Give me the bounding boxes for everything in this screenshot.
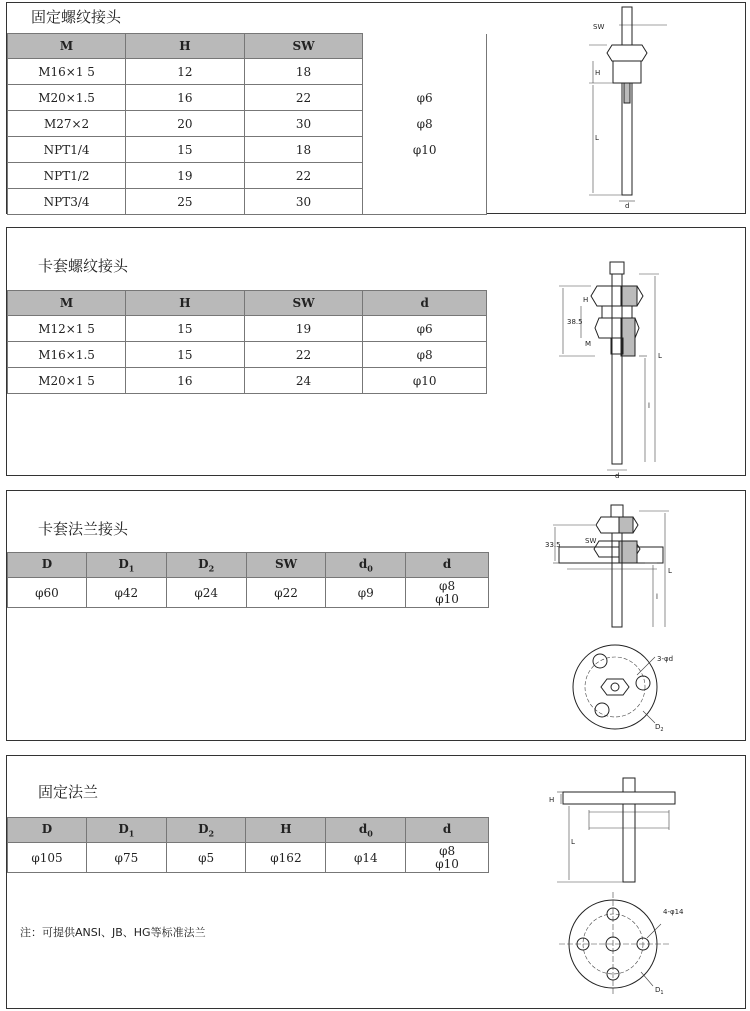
cell: φ162 [246, 843, 326, 873]
dim-label: 38.5 [567, 318, 583, 326]
cell: 18 [244, 137, 363, 163]
cell: φ24 [166, 578, 246, 608]
section-ferrule-flange [6, 490, 746, 741]
table-row [8, 843, 489, 873]
cell: M12×1 5 [8, 316, 126, 342]
col-header: $D_2$ [166, 553, 246, 578]
holes-label: 4-φ14 [663, 908, 684, 916]
cell: 15 [126, 137, 245, 163]
cell: 15 [126, 316, 245, 342]
m-label: M [585, 340, 592, 348]
cell: φ8 [363, 342, 487, 368]
col-header: $d_0$ [326, 553, 406, 578]
cell: φ60 [8, 578, 87, 608]
spec-table [7, 33, 487, 215]
cell: 22 [244, 163, 363, 189]
big-l-label: L [658, 352, 662, 360]
d-value: φ10 [435, 591, 459, 606]
section-title: 固定螺纹接头 [31, 8, 122, 26]
d-label: d [625, 202, 630, 210]
h-label: H [595, 69, 601, 77]
l-label: L [595, 134, 599, 142]
section-fixed-flange [6, 755, 746, 1009]
ferrule-thread-diagram [547, 258, 677, 488]
h-label: H [549, 796, 555, 804]
cell: 16 [126, 368, 245, 394]
cell: φ5 [166, 843, 246, 873]
col-header: M [8, 34, 126, 59]
cell: φ75 [86, 843, 166, 873]
col-header: d [363, 291, 487, 316]
cell: φ9 [326, 578, 406, 608]
col-header: SW [244, 291, 363, 316]
col-header: H [246, 818, 326, 843]
cell: φ10 [363, 368, 487, 394]
cell: M16×1 5 [8, 59, 126, 85]
section-ferrule-thread [6, 227, 746, 480]
d-value: φ8 [439, 578, 456, 593]
col-header: SW [244, 34, 363, 59]
cell [406, 843, 489, 873]
col-header: $D_1$ [86, 818, 166, 843]
cell: NPT3/4 [8, 189, 126, 215]
d-value: φ10 [435, 856, 459, 871]
fixed-thread-diagram [567, 5, 687, 210]
cell: 19 [126, 163, 245, 189]
table-row [8, 368, 487, 394]
d-label: d [615, 472, 620, 480]
cell: 15 [126, 342, 245, 368]
table-row [8, 316, 487, 342]
cell: M27×2 [8, 111, 126, 137]
sw-label: SW [593, 23, 605, 31]
col-header: H [126, 291, 245, 316]
table-row [8, 578, 489, 608]
section-title: 卡套螺纹接头 [38, 257, 129, 275]
col-header: d [406, 818, 489, 843]
section-title: 固定法兰 [38, 783, 99, 801]
cell: 19 [244, 316, 363, 342]
spec-table [7, 290, 487, 394]
section-fixed-thread [6, 2, 746, 214]
cell: φ22 [246, 578, 326, 608]
section-title: 卡套法兰接头 [38, 520, 129, 538]
cell: 18 [244, 59, 363, 85]
cell: 22 [244, 85, 363, 111]
cell: 12 [126, 59, 245, 85]
dim-label: 33.5 [545, 541, 561, 549]
cell: 22 [244, 342, 363, 368]
cell: 30 [244, 189, 363, 215]
holes-label: 3-φd [657, 655, 674, 663]
col-header: $d_0$ [326, 818, 406, 843]
sw-label: SW [585, 537, 597, 545]
d-value: φ8 [439, 843, 456, 858]
cell: φ42 [86, 578, 166, 608]
cell: M20×1.5 [8, 85, 126, 111]
note-text: 注：可提供ANSI、JB、HG等标准法兰 [20, 926, 206, 939]
d-value: φ8 [416, 116, 433, 131]
col-header: d [406, 553, 489, 578]
h-label: H [583, 296, 589, 304]
spec-table [7, 817, 489, 873]
cell [406, 578, 489, 608]
fixed-flange-diagram [549, 764, 684, 1004]
d-value-cell [363, 34, 487, 215]
col-header: M [8, 291, 126, 316]
cell: 16 [126, 85, 245, 111]
cell: φ6 [363, 316, 487, 342]
d-value: φ10 [412, 142, 437, 157]
d1-label: $D_1$ [655, 986, 664, 996]
cell: NPT1/4 [8, 137, 126, 163]
cell: 20 [126, 111, 245, 137]
cell: NPT1/2 [8, 163, 126, 189]
cell: M16×1.5 [8, 342, 126, 368]
col-header: $D_1$ [86, 553, 166, 578]
col-header: D [8, 818, 87, 843]
spec-table [7, 552, 489, 608]
d2-label: $D_2$ [655, 723, 664, 733]
small-l-label: l [656, 593, 658, 601]
small-l-label: l [648, 402, 650, 410]
col-header: D [8, 553, 87, 578]
big-l-label: L [668, 567, 672, 575]
table-row [8, 342, 487, 368]
l-label: L [571, 838, 575, 846]
d-value: φ6 [416, 90, 433, 105]
ferrule-flange-diagram [545, 497, 680, 737]
cell: φ105 [8, 843, 87, 873]
cell: 24 [244, 368, 363, 394]
cell: 25 [126, 189, 245, 215]
cell: 30 [244, 111, 363, 137]
col-header: SW [246, 553, 326, 578]
cell: φ14 [326, 843, 406, 873]
col-header: H [126, 34, 245, 59]
col-header: $D_2$ [166, 818, 246, 843]
cell: M20×1 5 [8, 368, 126, 394]
